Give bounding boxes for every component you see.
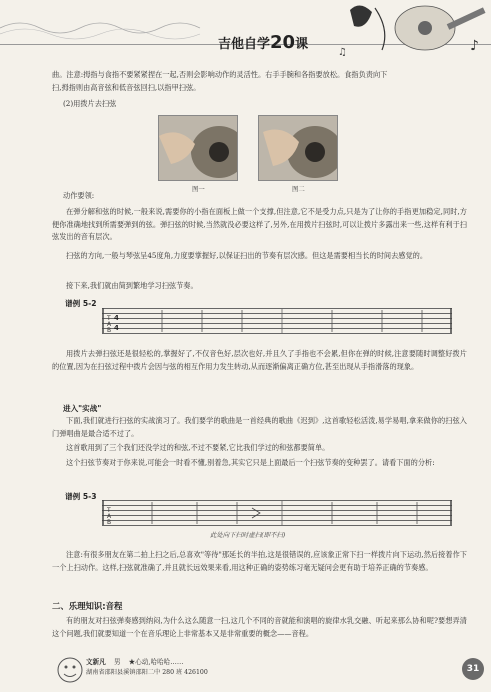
page-header — [0, 0, 491, 70]
paragraph-angle: 扫弦的方向,一般与琴弦呈45度角,力度要掌握好,以保证扫出的节奏有层次感。但这是需要相当长的时间去感觉的。 — [66, 251, 428, 260]
footer-author: 文新凡 — [86, 658, 106, 666]
footer-address: 湖南省邵阳县溪镇邵阳二中 280 班 426100 — [86, 669, 208, 676]
example-label-5-3: 谱例 5-3 — [65, 492, 97, 501]
page-number: 31 — [462, 658, 484, 680]
page-footer — [0, 650, 491, 690]
photo-figure-2 — [258, 115, 338, 181]
caption-figure-1: 图一 — [192, 185, 205, 193]
svg-text:A: A — [107, 321, 112, 328]
svg-text:4: 4 — [114, 314, 119, 322]
svg-text:B: B — [107, 519, 112, 526]
footer-gender: 男 — [113, 658, 121, 666]
tab-annotation: 此处向下扫时虚扫(即不扫) — [210, 531, 286, 539]
caption-figure-2: 图二 — [292, 185, 305, 193]
paragraph-interval: 有的朋友对扫弦弹奏感到纳闷,为什么这么随意一扫,这几个不同的音就能和演唱的旋律水乳交融、听起来那么协和呢?要想弄清这个问题,我们就要知道一个在音乐理论上非常基本又是非常重要的概念——音程。 — [52, 616, 467, 638]
technique-heading: 动作要领: — [63, 191, 95, 200]
photo-figure-1 — [158, 115, 238, 181]
svg-text:♫: ♫ — [338, 47, 347, 58]
intro-line-2: 扫,拇指则由高音弦和低音弦回扫,以指甲扫弦。 — [52, 82, 201, 92]
svg-text:A: A — [107, 513, 112, 520]
book-title-number: 20 — [270, 32, 296, 53]
svg-text:♪: ♪ — [470, 38, 479, 54]
svg-text:B: B — [107, 327, 112, 334]
practice-heading: 进入"实战" — [63, 404, 102, 413]
tab-staff-5-3 — [102, 500, 452, 526]
svg-text:4: 4 — [114, 324, 119, 332]
intro-line-1: 曲。注意:拇指与食指不要紧紧捏在一起,否则会影响动作的灵活性。右手手腕和各指要放松。食指负责向下 — [52, 70, 388, 79]
footer-author-line — [86, 656, 183, 666]
svg-text:T: T — [107, 315, 111, 322]
paragraph-intro — [52, 69, 467, 94]
book-title — [218, 32, 308, 53]
section-heading-interval: 二、乐理知识:音程 — [52, 601, 123, 611]
paragraph-chords: 这首歌用到了三个我们还没学过的和弦,不过不要紧,它比我们学过的和弦都要简单。 — [66, 443, 330, 452]
paragraph-support: 在弹分解和弦的时候,一般来说,需要你的小指在面板上做一个支撑,但注意,它不是受力点,只是为了让你的手指更加稳定,同时,方便你准确地找到所需要弹到的弦。弹扫弦的时候,当然就没必要这样了,另外,在用拨片扫弦时,可以让拨片多露出来一些,这样有利于扫弦发出的音有层次。 — [52, 207, 467, 242]
svg-text:T: T — [107, 507, 111, 514]
example-label-5-2: 谱例 5-2 — [65, 299, 97, 308]
subsection-heading: (2)用拨片去扫弦 — [63, 99, 117, 108]
paragraph-next: 接下来,我们就由简到繁地学习扫弦节奏。 — [66, 281, 198, 290]
tab-staff-5-2 — [102, 308, 452, 334]
footer-motto: ★心动,哈哈哈…… — [128, 658, 184, 666]
book-title-suffix: 课 — [295, 37, 309, 52]
paragraph-note: 注意:有很多朋友在第二拍上扫之后,总喜欢"等待"那延长的半拍,这是很错误的,应该象正常下扫一样拨片向下运动,然后接着作下一个上扫动作。这样,扫弦就准确了,并且就长远效果来看,用这种正确的姿势练习毫无疑问会更有助于培养正确的节奏感。 — [52, 550, 467, 572]
guitar-illustration-icon — [330, 0, 491, 70]
paragraph-variant: 这个扫弦节奏对于你来说,可能会一时看不懂,别着急,其实它只是上面最后一个扫弦节奏的变种罢了。请看下面的分析: — [66, 458, 435, 467]
book-title-prefix: 吉他自学 — [218, 37, 271, 52]
paragraph-song-intro: 下面,我们就进行扫弦的实战演习了。我们要学的歌曲是一首经典的歌曲《迟到》,这首歌轻松活泼,易学易唱,拿来做你的扫弦入门弹唱曲是最合适不过了。 — [52, 416, 467, 438]
paragraph-pick-tips: 用拨片去弹扫弦还是很轻松的,掌握好了,不仅音色好,层次也好,并且久了手指也不会累,但你在弹的时候,注意要随时调整好拨片的位置,因为在扫弦过程中拨片会因与弦的相互作用力发生转动,从而逐渐偏离正确方位,甚至出现从手指滑落的现象。 — [52, 349, 467, 371]
